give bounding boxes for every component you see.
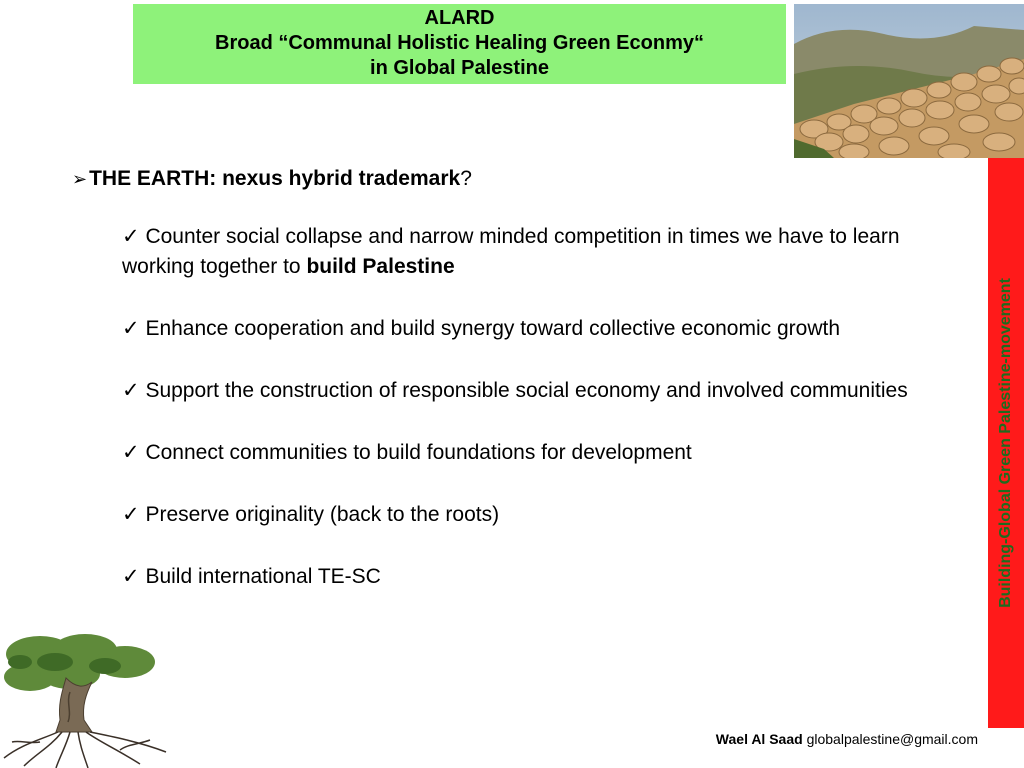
list-item <box>122 438 952 468</box>
footer <box>716 731 978 747</box>
bullet-text: Connect communities to build foundations for development <box>139 441 692 464</box>
heading <box>72 164 952 194</box>
author-email: globalpalestine@gmail.com <box>802 731 978 747</box>
title-line-2: Broad “Communal Holistic Healing Green Econmy“ <box>215 32 704 54</box>
list-item <box>122 500 952 530</box>
check-icon: ✓ <box>122 441 140 464</box>
check-icon: ✓ <box>122 565 140 588</box>
bullet-text: Build international TE-SC <box>139 565 381 588</box>
list-item <box>122 376 952 406</box>
side-banner <box>988 158 1024 728</box>
side-banner-text: Building-Global Green Palestine-movement <box>997 278 1014 608</box>
title-line-1: ALARD <box>424 7 495 29</box>
check-icon: ✓ <box>122 225 140 248</box>
title-line-3: in Global Palestine <box>370 57 549 79</box>
list-item <box>122 222 952 282</box>
bullet-text: Enhance cooperation and build synergy toward collective economic growth <box>139 317 841 340</box>
check-icon: ✓ <box>122 503 140 526</box>
olive-tree-image <box>0 632 170 768</box>
check-icon: ✓ <box>122 317 140 340</box>
arrow-bullet-icon: ➢ <box>72 169 88 189</box>
title-box <box>133 4 786 84</box>
heading-suffix: ? <box>460 167 472 190</box>
bullet-text: Counter social collapse and narrow minded competition in times we have to learn working together to <box>122 225 900 278</box>
heading-strong: THE EARTH: nexus hybrid trademark <box>89 167 461 190</box>
list-item <box>122 562 952 592</box>
bullet-text: Support the construction of responsible social economy and involved communities <box>139 379 908 402</box>
slide-content <box>72 164 952 624</box>
list-item <box>122 314 952 344</box>
author-name: Wael Al Saad <box>715 731 803 747</box>
stone-wall-photo <box>794 4 1024 158</box>
check-icon: ✓ <box>122 379 140 402</box>
bullet-strong: build Palestine <box>306 255 455 278</box>
bullet-list <box>72 222 952 592</box>
bullet-text: Preserve originality (back to the roots) <box>139 503 500 526</box>
